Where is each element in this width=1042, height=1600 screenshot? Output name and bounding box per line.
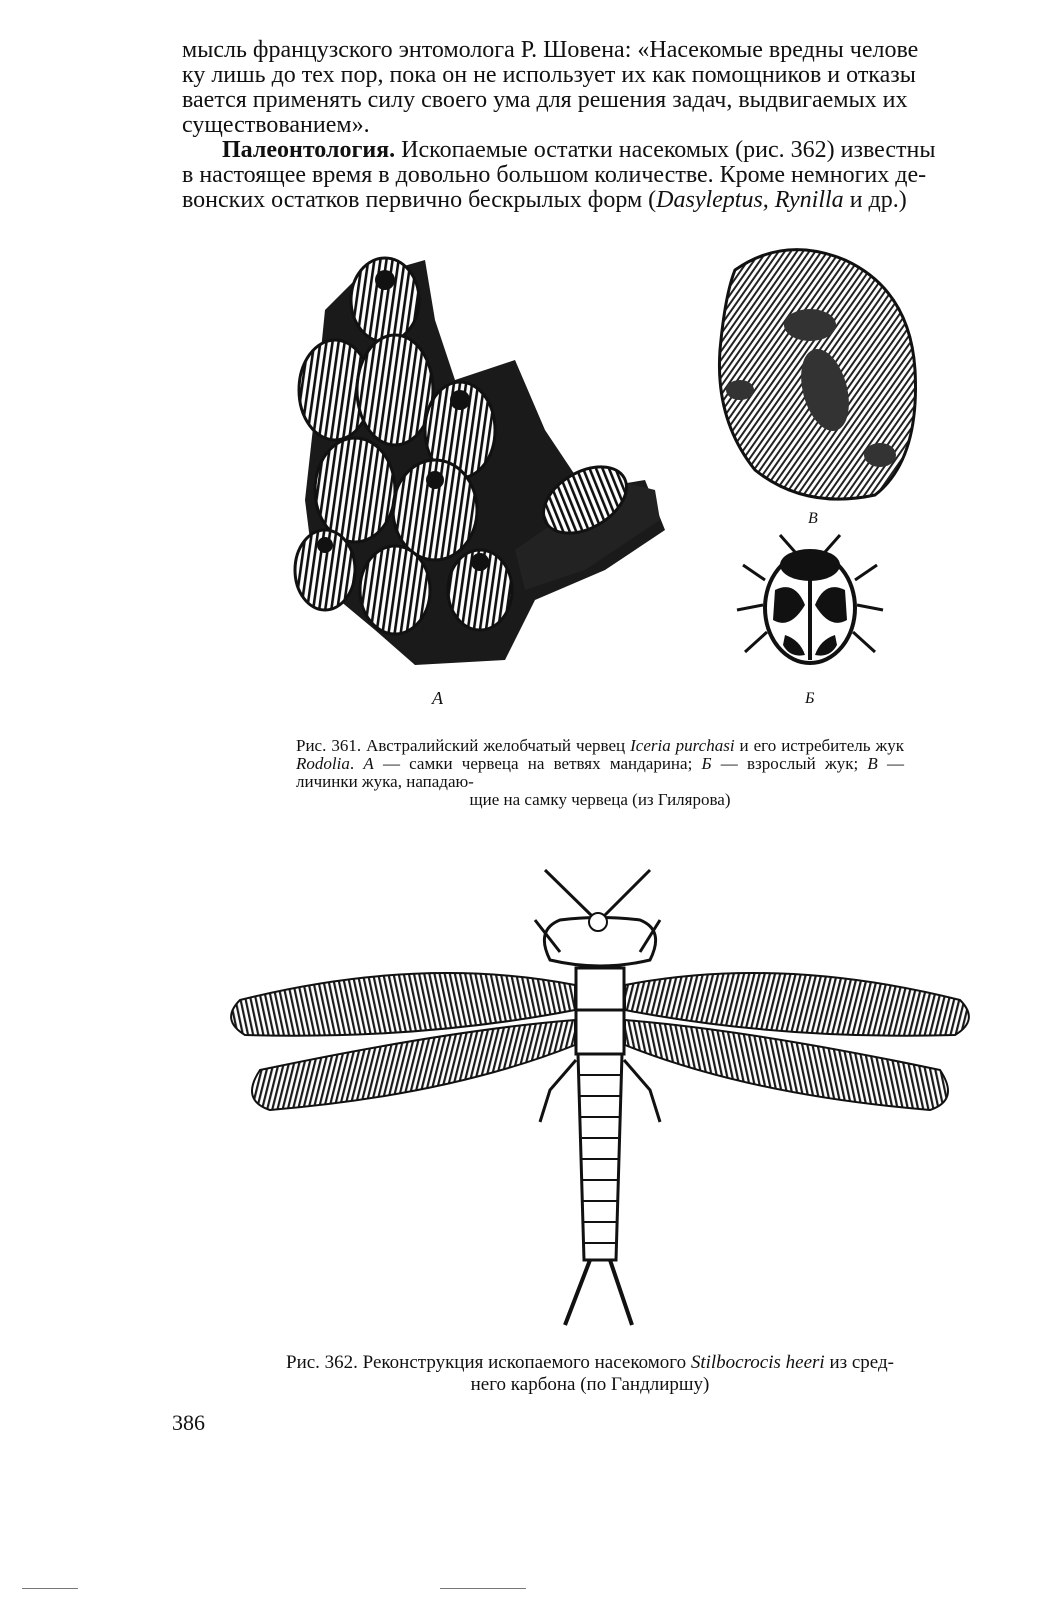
figure-label-b: Б [805, 690, 815, 707]
beetle-larvae-on-scale [719, 250, 915, 500]
genus-name: Dasyleptus, [656, 187, 769, 213]
figure-362-illustration [220, 860, 980, 1340]
text-line: мысль французского энтомолога Р. Шовена: «Насекомые вредны челове [182, 38, 919, 63]
species-name: Stilbocrocis heeri [690, 1352, 825, 1373]
text-line: в настоящее время в довольно большом количестве. Кроме немногих де- [182, 162, 927, 188]
text-line: вается применять силу своего ума для решения задач, выдвигаемых их [182, 87, 908, 113]
scan-edge-mark [440, 1588, 526, 1589]
genus-name: Rodolia [296, 754, 350, 773]
body-text [182, 38, 1032, 213]
scan-edge-mark [22, 1588, 78, 1589]
text-line: Ископаемые остатки насекомых (рис. 362) известны [401, 137, 936, 163]
figure-label-a: А [432, 688, 443, 708]
genus-name: Rynilla [774, 187, 844, 213]
text-line: существованием». [182, 112, 370, 138]
fossil-insect-stilbocrocis [231, 870, 969, 1325]
paleontology-paragraph-line [182, 138, 1032, 163]
text-line: ку лишь до тех пор, пока он не использует их как помощников и отказы [182, 62, 916, 88]
species-name: Iceria purchasi [630, 736, 735, 755]
scale-insects-on-branch [295, 258, 665, 665]
text-line-genera: вонских остатков первично бескрылых форм (Dasyleptus, Rynilla и др.) [182, 187, 907, 213]
figure-361-illustration [285, 240, 935, 720]
adult-ladybird-beetle [737, 535, 883, 663]
page-number: 386 [172, 1410, 205, 1435]
figure-362-caption: Рис. 362. Реконструкция ископаемого насекомого Stilbocrocis heeri из сред- него карбона (по Гандлиршу) [286, 1352, 894, 1395]
figure-label-v: В [808, 510, 818, 527]
figure-361-caption: Рис. 361. Австралийский желобчатый червец Iceria purchasi и его истребитель жук Rodolia. А — самки червеца на ветвях мандарина; Б — взрослый жук; В — личинки жука, нападаю- щие на самку червеца (из Гилярова) [296, 736, 905, 809]
section-heading: Палеонтология. [222, 137, 396, 163]
